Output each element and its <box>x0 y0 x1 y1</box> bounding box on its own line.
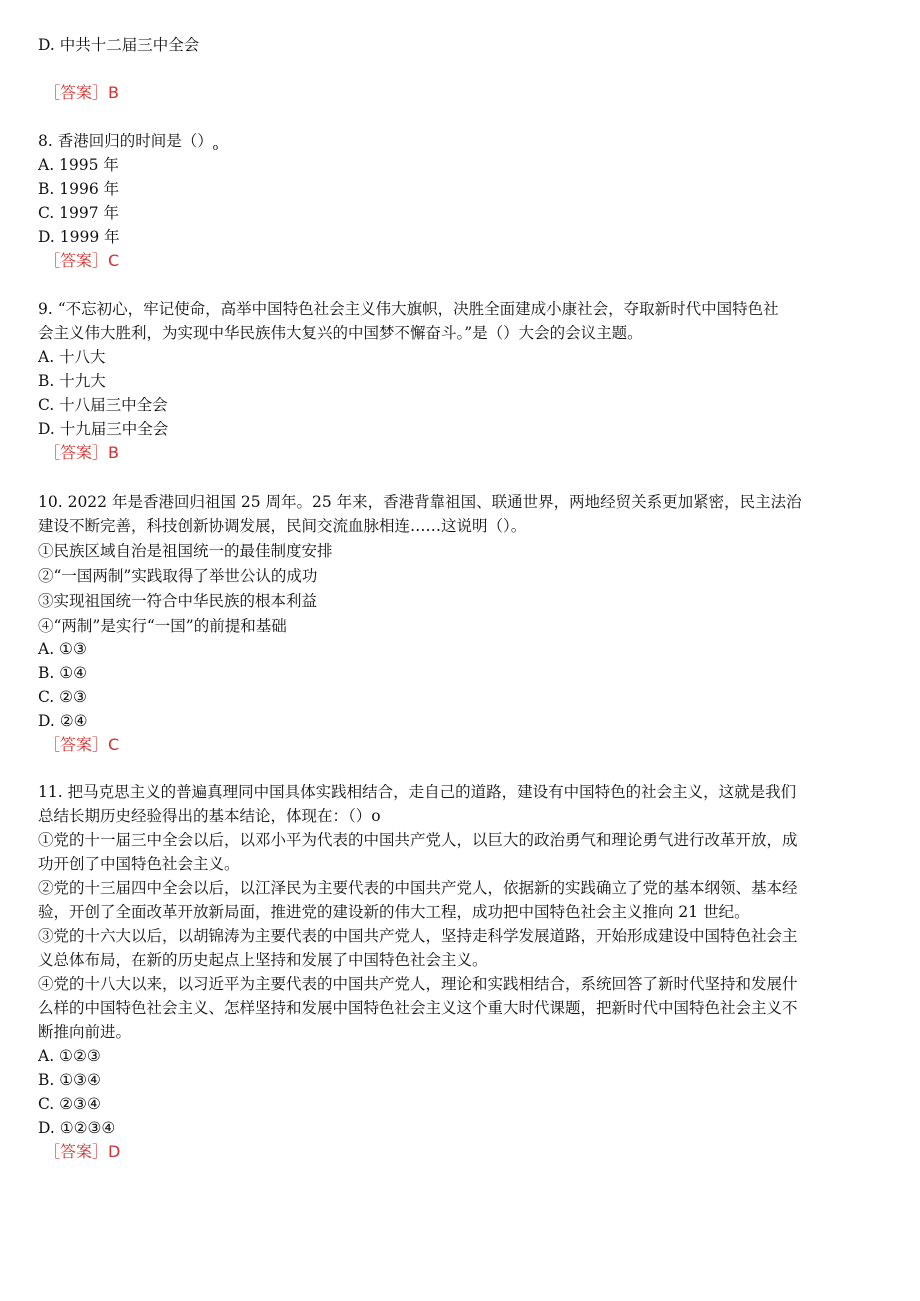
q11-answer: ［答案］D <box>44 1142 121 1161</box>
q9-answer: ［答案］B <box>44 443 119 462</box>
q10-answer: ［答案］C <box>44 735 120 754</box>
q11-item-4-line3: 断推向前进。 <box>38 1023 132 1041</box>
q11-option-d: D. ①②③④ <box>38 1119 116 1137</box>
q11-item-4-line1: ④党的十八大以来，以习近平为主要代表的中国共产党人，理论和实践相结合，系统回答了新时代坚持和发展什 <box>38 975 798 993</box>
q9-stem-line2: 会主义伟大胜利，为实现中华民族伟大复兴的中国梦不懈奋斗。”是（）大会的会议主题。 <box>38 324 643 342</box>
q10-stem-line2: 建设不断完善，科技创新协调发展，民间交流血脉相连……这说明（）。 <box>38 517 527 535</box>
q7-option-d: D. 中共十二届三中全会 <box>38 36 200 54</box>
q10-item-4: ④“两制”是实行“一国”的前提和基础 <box>38 617 287 635</box>
q8-answer: ［答案］C <box>44 251 120 270</box>
q10-option-c: C. ②③ <box>38 688 87 706</box>
q11-option-a: A. ①②③ <box>38 1047 101 1065</box>
q9-option-b: B. 十九大 <box>38 372 106 390</box>
q9-option-d: D. 十九届三中全会 <box>38 420 169 438</box>
q11-item-4-line2: 么样的中国特色社会主义、怎样坚持和发展中国特色社会主义这个重大时代课题，把新时代中国特色社会主义不 <box>38 999 798 1017</box>
q11-item-2-line2: 验，开创了全面改革开放新局面，推进党的建设新的伟大工程，成功把中国特色社会主义推向 21 世纪。 <box>38 903 750 921</box>
q10-item-1: ①民族区域自治是祖国统一的最佳制度安排 <box>38 542 333 560</box>
q11-option-b: B. ①③④ <box>38 1071 101 1089</box>
q8-option-b: B. 1996 年 <box>38 180 120 198</box>
q10-option-a: A. ①③ <box>38 640 87 658</box>
q10-option-b: B. ①④ <box>38 664 88 682</box>
q7-answer: ［答案］B <box>44 83 119 102</box>
q8-stem <box>38 129 218 153</box>
q9-option-a: A. 十八大 <box>38 348 106 366</box>
q11-option-c: C. ②③④ <box>38 1095 101 1113</box>
q10-item-3: ③实现祖国统一符合中华民族的根本利益 <box>38 592 318 610</box>
q11-item-1-line1: ①党的十一届三中全会以后，以邓小平为代表的中国共产党人，以巨大的政治勇气和理论勇气进行改革开放，成 <box>38 831 798 849</box>
q8-option-a: A. 1995 年 <box>38 156 119 174</box>
q9-stem-line1: 9. “不忘初心，牢记使命，高举中国特色社会主义伟大旗帜，决胜全面建成小康社会，夺取新时代中国特色社 <box>38 300 779 318</box>
q8-stem-tail: o <box>212 143 219 153</box>
q11-item-3-line2: 义总体布局，在新的历史起点上坚持和发展了中国特色社会主义。 <box>38 951 488 969</box>
q10-option-d: D. ②④ <box>38 712 88 730</box>
q11-item-1-line2: 功开创了中国特色社会主义。 <box>38 855 240 873</box>
q11-item-3-line1: ③党的十六大以后，以胡锦涛为主要代表的中国共产党人，坚持走科学发展道路，开始形成建设中国特色社会主 <box>38 927 798 945</box>
q9-option-c: C. 十八届三中全会 <box>38 396 168 414</box>
q8-stem-text: 8. 香港回归的时间是（） <box>38 132 213 150</box>
q11-item-2-line1: ②党的十三届四中全会以后，以江泽民为主要代表的中国共产党人，依据新的实践确立了党的基本纲领、基本经 <box>38 879 798 897</box>
q11-stem-line2: 总结长期历史经验得出的基本结论，体现在：（）o <box>38 807 381 825</box>
q8-option-d: D. 1999 年 <box>38 228 120 246</box>
q11-stem-line1: 11. 把马克思主义的普遍真理同中国具体实践相结合，走自己的道路，建设有中国特色的社会主义，这就是我们 <box>38 783 797 801</box>
q10-item-2: ②“一国两制”实践取得了举世公认的成功 <box>38 567 318 585</box>
q10-stem-line1: 10. 2022 年是香港回归祖国 25 周年。25 年来，香港背靠祖国、联通世界，两地经贸关系更加紧密，民主法治 <box>38 493 802 511</box>
q8-option-c: C. 1997 年 <box>38 204 120 222</box>
